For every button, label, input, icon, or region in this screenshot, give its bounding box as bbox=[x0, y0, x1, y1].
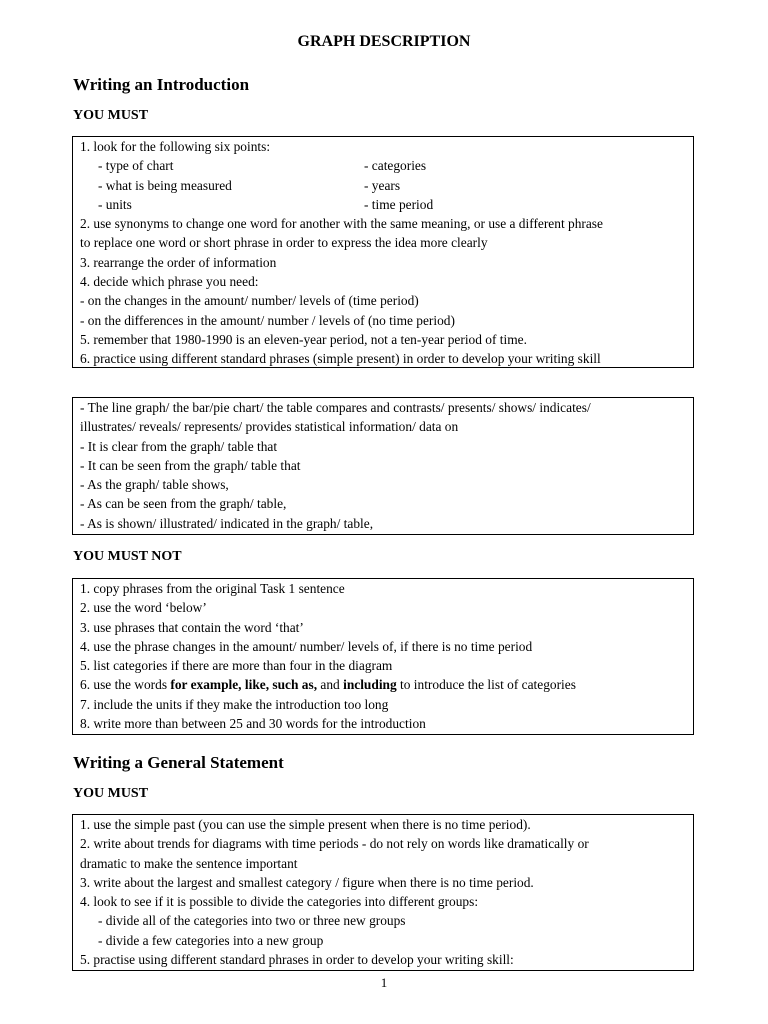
phrase-line: - The line graph/ the bar/pie chart/ the table compares and contrasts/ presents/ shows/ indicates/ bbox=[80, 400, 591, 415]
intro-must-box bbox=[72, 136, 694, 368]
must-line: to replace one word or short phrase in order to express the idea more clearly bbox=[80, 235, 488, 251]
point-left: - what is being measured bbox=[98, 177, 232, 193]
must-not-line: 8. write more than between 25 and 30 words for the introduction bbox=[80, 716, 426, 732]
phrase-line: - As is shown/ illustrated/ indicated in the graph/ table, bbox=[80, 515, 374, 531]
phrase-line: - It can be seen from the graph/ table that bbox=[80, 457, 301, 473]
must-not-line: 2. use the word ‘below’ bbox=[80, 600, 207, 616]
standard-phrases-box bbox=[72, 397, 694, 535]
general-indented-line: - divide all of the categories into two or three new groups bbox=[98, 913, 406, 929]
must-not-line: 4. use the phrase changes in the amount/ number/ levels of, if there is no time period bbox=[80, 638, 533, 654]
you-must-not-label: YOU MUST NOT bbox=[73, 549, 182, 564]
must-line: 5. remember that 1980-1990 is an eleven-year period, not a ten-year period of time. bbox=[80, 331, 527, 347]
phrase-line: - It is clear from the graph/ table that bbox=[80, 438, 278, 454]
must-line: 6. practice using different standard phrases (simple present) in order to develop your writing skill bbox=[80, 351, 601, 367]
point-right: - categories bbox=[364, 158, 427, 174]
must-not-line: 1. copy phrases from the original Task 1 sentence bbox=[80, 581, 345, 596]
general-indented-line: - divide a few categories into a new group bbox=[98, 932, 324, 948]
six-points-row bbox=[80, 176, 693, 195]
general-line: 3. write about the largest and smallest category / figure when there is no time period. bbox=[80, 874, 534, 890]
must-not-line: 7. include the units if they make the introduction too long bbox=[80, 696, 389, 712]
phrase-line: - As the graph/ table shows, bbox=[80, 477, 229, 493]
phrase-line: - As can be seen from the graph/ table, bbox=[80, 496, 287, 512]
heading-general-statement: Writing a General Statement bbox=[73, 753, 284, 772]
item6-text-a: 6. use the words bbox=[80, 677, 171, 693]
item6-text-e: to introduce the list of categories bbox=[396, 677, 576, 693]
six-points-row bbox=[80, 195, 693, 214]
heading-writing-introduction: Writing an Introduction bbox=[73, 75, 250, 94]
must-line: - on the differences in the amount/ number / levels of (no time period) bbox=[80, 312, 455, 328]
page-title: GRAPH DESCRIPTION bbox=[297, 33, 471, 50]
general-line: 1. use the simple past (you can use the simple present when there is no time period). bbox=[80, 817, 531, 832]
page-number: 1 bbox=[380, 975, 388, 990]
six-points-row bbox=[80, 156, 693, 175]
general-line: 5. practise using different standard phrases in order to develop your writing skill: bbox=[80, 952, 514, 968]
you-must-label-intro: YOU MUST bbox=[73, 108, 149, 123]
item6-text-c: and bbox=[317, 677, 344, 693]
general-line: dramatic to make the sentence important bbox=[80, 855, 298, 871]
general-statement-box bbox=[72, 814, 694, 971]
point-right: - time period bbox=[364, 196, 434, 212]
must-line: 2. use synonyms to change one word for another with the same meaning, or use a different phrase bbox=[80, 216, 603, 232]
must-not-line: 3. use phrases that contain the word ‘that’ bbox=[80, 619, 304, 635]
you-must-label-general: YOU MUST bbox=[73, 786, 149, 801]
point-right: - years bbox=[364, 177, 401, 193]
must-not-line: 5. list categories if there are more than four in the diagram bbox=[80, 658, 393, 674]
general-line: 4. look to see if it is possible to divide the categories into different groups: bbox=[80, 894, 479, 910]
item6-bold-d: including bbox=[343, 677, 397, 693]
must-line: 4. decide which phrase you need: bbox=[80, 274, 259, 290]
must-item-1: 1. look for the following six points: bbox=[80, 139, 271, 154]
point-left: - units bbox=[98, 196, 132, 212]
must-not-box bbox=[72, 578, 694, 735]
must-line: - on the changes in the amount/ number/ levels of (time period) bbox=[80, 293, 419, 309]
must-not-item-6 bbox=[80, 675, 693, 694]
phrase-line: illustrates/ reveals/ represents/ provides statistical information/ data on bbox=[80, 419, 459, 435]
item6-bold-b: for example, like, such as, bbox=[170, 677, 318, 693]
must-line: 3. rearrange the order of information bbox=[80, 254, 277, 270]
general-line: 2. write about trends for diagrams with time periods - do not rely on words like dramatically or bbox=[80, 836, 589, 852]
point-left: - type of chart bbox=[98, 158, 174, 174]
